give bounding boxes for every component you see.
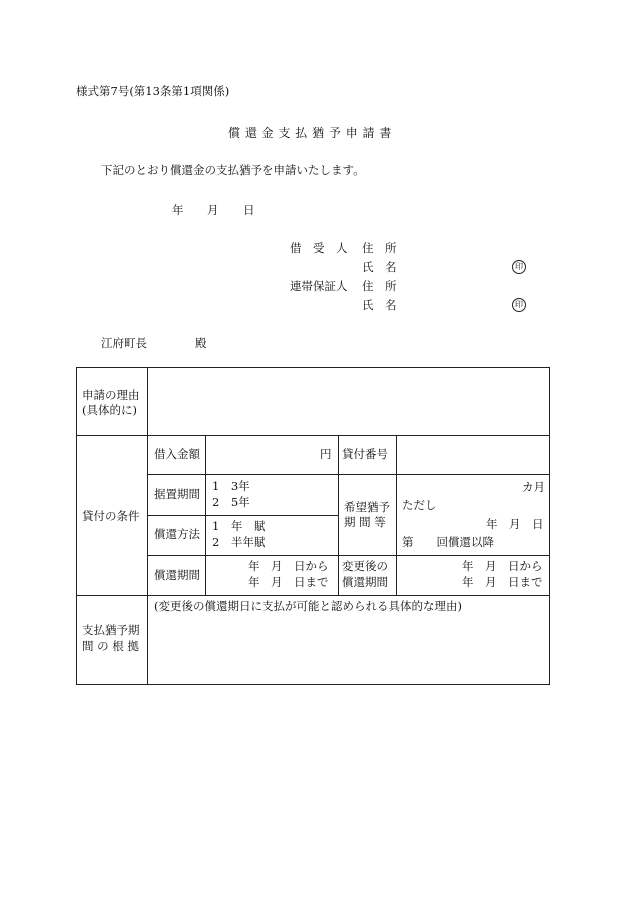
basis-note: (変更後の償還期日に支払が可能と認められる具体的な理由) <box>154 599 462 613</box>
basis-label-line2: 間 の 根 拠 <box>82 639 139 653</box>
proviso-text: ただし <box>402 498 437 512</box>
reason-input-area[interactable] <box>152 371 544 431</box>
borrower-name-label: 氏 名 <box>362 260 397 274</box>
deferral-period-label: 据置期間 <box>154 487 200 501</box>
loan-number-input[interactable] <box>400 439 545 471</box>
date-month: 月 <box>207 203 219 217</box>
guarantor-name-label: 氏 名 <box>362 298 397 312</box>
addressee-honorific: 殿 <box>195 336 207 350</box>
method-option-2: 2 半年賦 <box>212 535 266 549</box>
deferral-option-2: 2 5年 <box>212 495 250 509</box>
guarantor-seal-icon: 印 <box>512 298 526 312</box>
application-table <box>76 367 550 685</box>
reason-label-line2: (具体的に) <box>82 403 137 417</box>
requested-deferral-label-line2: 期 間 等 <box>344 515 386 529</box>
reason-label-line1: 申請の理由 <box>82 388 140 402</box>
basis-input-area[interactable] <box>152 617 544 679</box>
from-nth-repayment: 第 回償還以降 <box>402 535 494 549</box>
requested-deferral-label-line1: 希望猶予 <box>344 500 390 514</box>
changed-period-label-line1: 変更後の <box>342 559 388 573</box>
changed-period-label-line2: 償還期間 <box>342 575 388 589</box>
repayment-from-date: 年 月 日から <box>248 559 329 573</box>
addressee-mayor: 江府町長 <box>101 336 147 350</box>
intro-text: 下記のとおり償還金の支払猶予を申請いたします。 <box>101 163 365 177</box>
guarantor-address-label: 住 所 <box>362 279 397 293</box>
date-year: 年 <box>172 203 184 217</box>
conditions-label: 貸付の条件 <box>82 509 140 523</box>
borrower-seal-icon: 印 <box>512 260 526 274</box>
proviso-date: 年 月 日 <box>486 517 544 531</box>
guarantor-label: 連帯保証人 <box>290 279 348 293</box>
method-option-1: 1 年 賦 <box>212 519 266 533</box>
borrower-label: 借 受 人 <box>290 241 348 255</box>
repayment-period-label: 償還期間 <box>154 568 200 582</box>
deferral-option-1: 1 3年 <box>212 479 250 493</box>
borrower-address-label: 住 所 <box>362 241 397 255</box>
basis-label-line1: 支払猶予期 <box>82 623 140 637</box>
document-title: 償 還 金 支 払 猶 予 申 請 書 <box>228 126 392 140</box>
months-unit: カ月 <box>522 480 545 494</box>
form-number: 様式第7号(第13条第1項関係) <box>76 84 230 98</box>
repayment-method-label: 償還方法 <box>154 527 200 541</box>
yen-unit: 円 <box>320 447 332 461</box>
changed-from-date: 年 月 日から <box>462 559 543 573</box>
repayment-to-date: 年 月 日まで <box>248 575 329 589</box>
loan-amount-label: 借入金額 <box>154 447 200 461</box>
changed-to-date: 年 月 日まで <box>462 575 543 589</box>
loan-number-label: 貸付番号 <box>342 447 388 461</box>
date-day: 日 <box>243 203 255 217</box>
